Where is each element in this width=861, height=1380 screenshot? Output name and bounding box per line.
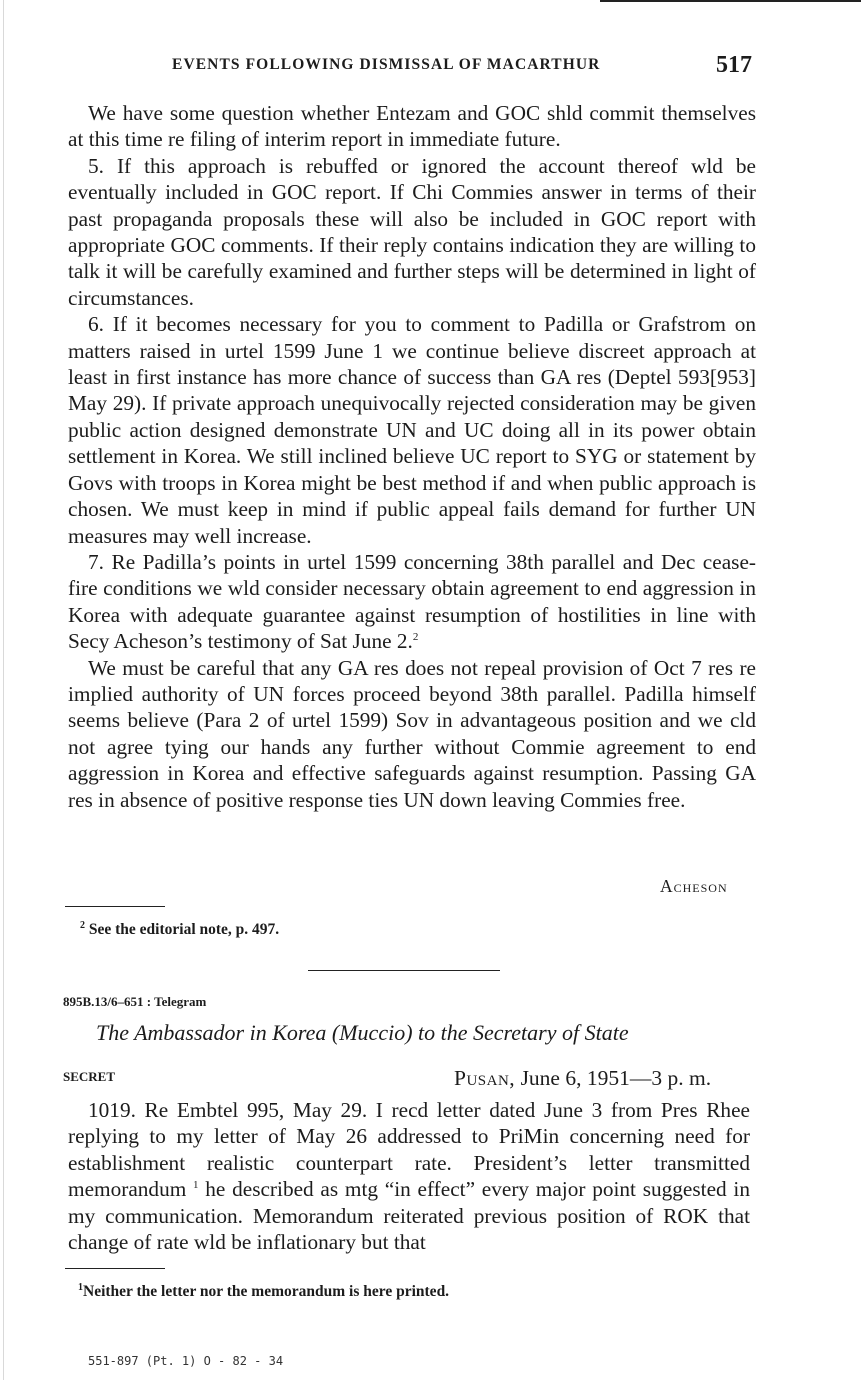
signature: Acheson [660,876,728,896]
footnote-ref-1: 1 [193,1179,199,1192]
dateline-place: Pusan, [454,1066,516,1090]
paragraph-8: We must be careful that any GA res does not repeal provision of Oct 7 res re implied authority of UN forces proceed beyond 38th parallel. Padilla himself seems believe (Para 2 of urtel 1599) Sov in advantageous position and we cld not agree tying our hands any further without Commie agreement to end aggression in Korea and effective safeguards against resumption. Passing GA res in absence of positive response ties UN down leaving Commies free. [68,655,756,812]
paragraph-6: 6. If it becomes necessary for you to comment to Padilla or Grafstrom on matters raised in urtel 1599 June 1 we continue believe discreet approach at least in first instance has more chance of success than GA res (Deptel 593[953] May 29). If private approach unequivocally rejected consideration may be given public action designed demonstrate UN and UC doing all in its power obtain settlement in Korea. We still inclined believe UC report to SYG or statement by Govs with troops in Korea might be best method if and when public approach is chosen. We must keep in mind if public appeal fails demand for further UN measures may well increase. [68,312,756,548]
telegram-2-body [68,1097,750,1255]
footnote-text: See the editorial note, p. 497. [88,921,280,939]
dateline-date: June 6, 1951—3 p. m. [520,1066,712,1090]
footnote-text-2: Neither the letter nor the memorandum is here printed. [83,1283,450,1301]
footnote-2 [80,920,279,939]
running-head: EVENTS FOLLOWING DISMISSAL OF MACARTHUR [172,56,601,73]
footnote-marker: 2 [80,920,85,931]
section-divider [308,970,500,971]
paragraph-1019 [68,1097,750,1255]
paragraph-7 [68,549,756,655]
paragraph-1019-start: 1019. Re Embtel 995, May 29. I recd letter dated June 3 from Pres Rhee replying to my letter of May 26 addressed to PriMin concerning need for establishment realistic counterpart rate. President’s letter transmitted memorandum [68,1098,750,1202]
file-reference: 895B.13/6–651 : Telegram [63,994,207,1009]
footnote-marker-2: 1 [78,1282,83,1293]
footnote-1 [78,1282,449,1301]
page-edge [3,0,4,1380]
print-code: 551-897 (Pt. 1) O - 82 - 34 [88,1354,284,1368]
footnote-ref-2: 2 [412,631,419,644]
top-rule [600,0,861,2]
document-title: The Ambassador in Korea (Muccio) to the Secretary of State [96,1020,629,1045]
paragraph-7-text: 7. Re Padilla’s points in urtel 1599 concerning 38th parallel and Dec cease-fire conditions we wld consider necessary obtain agreement to end aggression in Korea with adequate guarantee against resumption of hostilities in line with Secy Acheson’s testimony of Sat June 2. [68,549,756,654]
dateline [454,1066,711,1091]
paragraph-5: 5. If this approach is rebuffed or ignored the account thereof wld be eventually included in GOC report. If Chi Commies answer in terms of their past propaganda proposals these will also be included in GOC report with appropriate GOC comments. If their reply contains indication they are willing to talk it will be carefully examined and further steps will be determined in light of circumstances. [68,153,756,310]
footnote-rule-2 [65,1268,165,1269]
paragraph-1019-end: he described as mtg “in effect” every major point suggested in my communication. Memorandum reiterated previous position of ROK that change of rate wld be inflationary but that [68,1177,750,1255]
footnote-rule [65,906,165,907]
paragraph-1: We have some question whether Entezam and GOC shld commit themselves at this time re filing of interim report in immediate future. [68,101,756,152]
page-number: 517 [716,52,752,78]
classification: SECRET [63,1069,116,1084]
telegram-body [68,100,756,813]
